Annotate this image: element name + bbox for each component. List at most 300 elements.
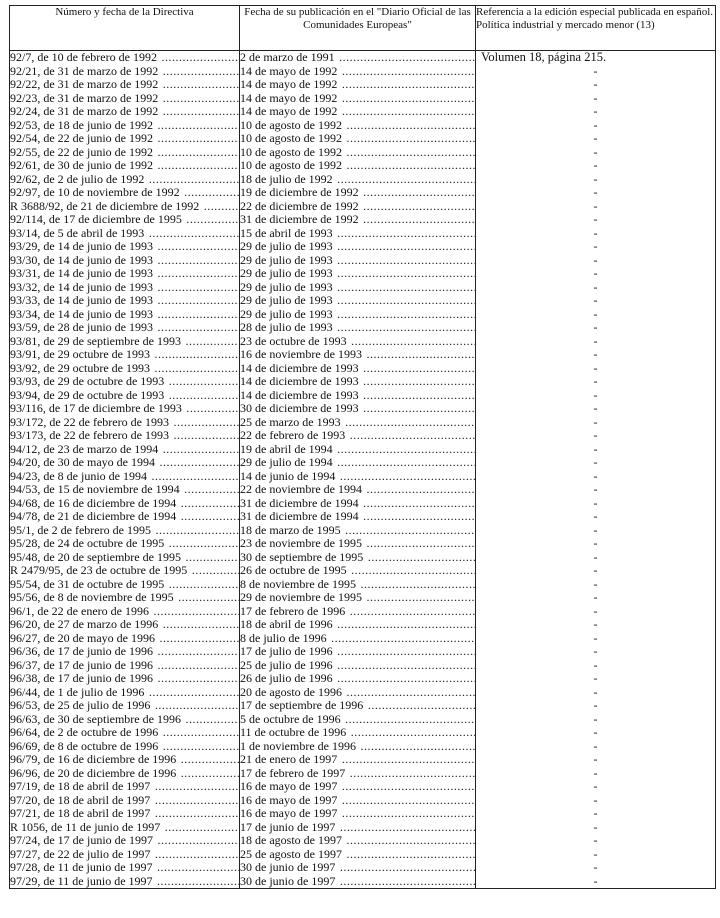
publication-date-cell-text: 11 de octubre de 1996 [240, 726, 347, 739]
directive-cell-text: 92/24, de 31 de marzo de 1992 [10, 105, 159, 118]
table-row [10, 308, 716, 322]
publication-date-cell-text: 10 de agosto de 1992 [240, 132, 342, 145]
directive-cell [10, 429, 240, 443]
publication-date-cell-text: 10 de agosto de 1992 [240, 145, 342, 159]
table-row [10, 821, 716, 835]
reference-cell-text: - [593, 726, 598, 739]
directive-cell-text: 92/21, de 31 de marzo de 1992 [10, 64, 159, 78]
reference-cell [476, 780, 716, 794]
publication-date-cell-text: 16 de noviembre de 1993 [240, 348, 362, 361]
publication-date-cell-text: 10 de agosto de 1992 [240, 159, 342, 172]
reference-cell [476, 281, 716, 295]
publication-date-cell-text: 22 de febrero de 1993 [240, 429, 346, 442]
directive-cell [10, 240, 240, 254]
publication-date-cell-text: 29 de julio de 1993 [240, 307, 333, 321]
publication-date-cell [240, 780, 476, 794]
directive-cell-text: 97/24, de 17 de junio de 1997 [10, 834, 153, 847]
table-row [10, 119, 716, 133]
directive-cell [10, 389, 240, 403]
publication-date-cell-text: 16 de mayo de 1997 [240, 793, 338, 807]
publication-date-cell [240, 686, 476, 700]
table-row [10, 65, 716, 79]
directive-cell [10, 186, 240, 200]
publication-date-cell [240, 470, 476, 484]
table-row [10, 524, 716, 538]
directive-cell [10, 159, 240, 173]
directive-cell-text: 93/59, de 28 de junio de 1993 [10, 321, 153, 334]
reference-cell-text: - [593, 685, 598, 699]
reference-cell-text: - [593, 280, 598, 294]
directive-cell-text: 92/55, de 22 de junio de 1992 [10, 145, 153, 159]
reference-cell [476, 483, 716, 497]
publication-date-cell-text: 30 de septiembre de 1995 [240, 550, 364, 564]
reference-cell-text: - [593, 753, 598, 766]
table-row [10, 834, 716, 848]
publication-date-cell-text: 31 de diciembre de 1992 [240, 213, 359, 226]
directive-cell [10, 200, 240, 214]
directive-cell-text: 92/7, de 10 de febrero de 1992 [10, 50, 157, 64]
directive-cell-text: 93/81, de 29 de septiembre de 1993 [10, 334, 181, 348]
publication-date-cell-text: 28 de julio de 1993 [240, 321, 333, 334]
reference-cell-text: - [593, 429, 598, 442]
reference-cell-text: - [593, 91, 598, 105]
directive-cell [10, 767, 240, 781]
reference-cell-text: - [593, 361, 598, 375]
reference-cell [476, 848, 716, 862]
directive-cell [10, 483, 240, 497]
reference-cell-text: - [593, 226, 598, 240]
publication-date-cell-text: 14 de mayo de 1992 [240, 64, 338, 78]
table-row [10, 294, 716, 308]
publication-date-cell [240, 240, 476, 254]
publication-date-cell [240, 483, 476, 497]
directive-cell-text: 97/29, de 11 de junio de 1997 [10, 874, 153, 888]
publication-date-cell [240, 821, 476, 835]
directive-cell [10, 416, 240, 430]
reference-cell [476, 456, 716, 470]
publication-date-cell-text: 2 de marzo de 1991 [240, 50, 335, 64]
table-row [10, 186, 716, 200]
publication-date-cell [240, 524, 476, 538]
table-row [10, 861, 716, 875]
table-row [10, 321, 716, 335]
directive-cell-text: 96/20, de 27 de marzo de 1996 [10, 618, 159, 631]
publication-date-cell-text: 16 de mayo de 1997 [240, 780, 338, 793]
reference-cell [476, 119, 716, 133]
directive-cell [10, 308, 240, 322]
directive-cell-text: 93/173, de 22 de febrero de 1993 [10, 429, 169, 442]
table-row [10, 443, 716, 457]
directive-cell-text: 96/27, de 20 de mayo de 1996 [10, 631, 155, 645]
directive-cell-text: 96/69, de 8 de octubre de 1996 [10, 739, 159, 753]
publication-date-cell-text: 5 de octubre de 1996 [240, 712, 341, 726]
publication-date-cell [240, 591, 476, 605]
table-row [10, 240, 716, 254]
directive-cell-text: 96/37, de 17 de junio de 1996 [10, 658, 153, 672]
publication-date-cell [240, 456, 476, 470]
table-row [10, 281, 716, 295]
reference-cell-text: - [593, 523, 598, 537]
header-special-edition-reference: Referencia a la edición especial publicada en español. Política industrial y mercado menor (13) [476, 6, 716, 51]
table-row [10, 132, 716, 146]
reference-cell [476, 767, 716, 781]
publication-date-cell-text: 14 de mayo de 1992 [240, 78, 338, 91]
directive-cell [10, 780, 240, 794]
directive-cell-text: R 2479/95, de 23 de octubre de 1995 [10, 564, 188, 577]
publication-date-cell-text: 14 de junio de 1994 [240, 469, 336, 483]
publication-date-cell [240, 416, 476, 430]
publication-date-cell [240, 497, 476, 511]
directive-cell-text: 92/54, de 22 de junio de 1992 [10, 132, 153, 145]
reference-cell [476, 618, 716, 632]
table-row [10, 402, 716, 416]
directive-cell [10, 726, 240, 740]
reference-cell-text: - [593, 645, 598, 658]
reference-cell [476, 861, 716, 875]
reference-cell [476, 659, 716, 673]
reference-cell [476, 159, 716, 173]
reference-cell-text: - [593, 199, 598, 213]
publication-date-cell-text: 29 de julio de 1994 [240, 456, 333, 469]
publication-date-cell-text: 25 de marzo de 1993 [240, 415, 341, 429]
publication-date-cell-text: 17 de julio de 1996 [240, 645, 333, 658]
publication-date-cell [240, 186, 476, 200]
table-body [10, 51, 716, 889]
reference-cell-text: - [593, 658, 598, 672]
reference-cell [476, 497, 716, 511]
reference-cell-text: - [593, 159, 598, 172]
reference-cell [476, 605, 716, 619]
directive-cell [10, 362, 240, 376]
reference-cell-text: - [593, 145, 598, 159]
directive-cell [10, 645, 240, 659]
directive-cell-text: 93/116, de 17 de diciembre de 1993 [10, 402, 182, 415]
table-row [10, 726, 716, 740]
table-row [10, 159, 716, 173]
reference-cell [476, 821, 716, 835]
reference-cell-text: - [593, 402, 598, 415]
directive-cell [10, 794, 240, 808]
publication-date-cell-text: 31 de diciembre de 1994 [240, 510, 359, 523]
reference-cell-text: - [593, 240, 598, 253]
reference-cell-text: Volumen 18, página 215. [481, 50, 607, 64]
directive-cell [10, 551, 240, 565]
reference-cell [476, 524, 716, 538]
reference-cell-text: - [593, 132, 598, 145]
directive-cell [10, 537, 240, 551]
publication-date-cell-text: 17 de febrero de 1997 [240, 766, 346, 780]
directive-cell-text: 96/1, de 22 de enero de 1996 [10, 604, 149, 618]
table-row [10, 875, 716, 889]
reference-cell [476, 294, 716, 308]
reference-cell-text: - [593, 64, 598, 78]
publication-date-cell-text: 17 de junio de 1997 [240, 820, 336, 834]
publication-date-cell-text: 29 de julio de 1993 [240, 267, 333, 280]
reference-cell-text: - [593, 118, 598, 132]
table-row [10, 578, 716, 592]
directive-cell [10, 443, 240, 457]
directive-cell-text: 97/28, de 11 de junio de 1997 [10, 861, 153, 874]
table-row [10, 794, 716, 808]
table-row [10, 807, 716, 821]
publication-date-cell [240, 726, 476, 740]
reference-cell-text: - [593, 334, 598, 348]
reference-cell-text: - [593, 834, 598, 847]
reference-cell [476, 335, 716, 349]
table-row [10, 429, 716, 443]
publication-date-cell-text: 22 de diciembre de 1992 [240, 199, 359, 213]
reference-cell-text: - [593, 213, 598, 226]
reference-cell-text: - [593, 469, 598, 483]
reference-cell-text: - [593, 807, 598, 820]
publication-date-cell-text: 29 de noviembre de 1995 [240, 591, 362, 604]
publication-date-cell-text: 29 de julio de 1993 [240, 294, 333, 307]
publication-date-cell [240, 92, 476, 106]
reference-cell-text: - [593, 483, 598, 496]
table-row [10, 348, 716, 362]
publication-date-cell [240, 740, 476, 754]
publication-date-cell [240, 429, 476, 443]
reference-cell [476, 699, 716, 713]
reference-cell [476, 308, 716, 322]
reference-cell-text: - [593, 186, 598, 199]
publication-date-cell-text: 29 de julio de 1993 [240, 240, 333, 253]
table-header [10, 6, 716, 51]
directive-cell-text: 92/61, de 30 de junio de 1992 [10, 159, 153, 172]
directive-cell [10, 834, 240, 848]
reference-cell-text: - [593, 496, 598, 510]
reference-cell [476, 213, 716, 227]
publication-date-cell [240, 362, 476, 376]
reference-cell-text: - [593, 861, 598, 874]
directive-cell [10, 173, 240, 187]
directive-cell [10, 132, 240, 146]
publication-date-cell-text: 14 de diciembre de 1993 [240, 375, 359, 388]
reference-cell [476, 470, 716, 484]
directive-cell-text: 96/64, de 2 de octubre de 1996 [10, 726, 159, 739]
directive-cell [10, 105, 240, 119]
publication-date-cell-text: 8 de noviembre de 1995 [240, 577, 356, 591]
reference-cell [476, 740, 716, 754]
publication-date-cell [240, 294, 476, 308]
directive-cell-text: 93/34, de 14 de junio de 1993 [10, 307, 153, 321]
publication-date-cell [240, 618, 476, 632]
directive-cell-text: 93/32, de 14 de junio de 1993 [10, 280, 153, 294]
directive-cell [10, 119, 240, 133]
publication-date-cell-text: 31 de diciembre de 1994 [240, 496, 359, 510]
table-row [10, 551, 716, 565]
reference-cell-text: - [593, 780, 598, 793]
reference-cell [476, 375, 716, 389]
reference-cell-text: - [593, 577, 598, 591]
directive-cell-text: 94/12, de 23 de marzo de 1994 [10, 442, 159, 456]
directive-cell [10, 78, 240, 92]
publication-date-cell [240, 335, 476, 349]
reference-cell-text: - [593, 604, 598, 618]
publication-date-cell [240, 51, 476, 65]
reference-cell-text: - [593, 618, 598, 631]
publication-date-cell-text: 10 de agosto de 1992 [240, 118, 342, 132]
directive-cell [10, 861, 240, 875]
directive-cell [10, 713, 240, 727]
reference-cell-text: - [593, 591, 598, 604]
directive-cell [10, 51, 240, 65]
directive-cell [10, 146, 240, 160]
publication-date-cell [240, 308, 476, 322]
table-row [10, 510, 716, 524]
publication-date-cell-text: 21 de enero de 1997 [240, 753, 338, 766]
reference-cell [476, 173, 716, 187]
directive-cell-text: 97/19, de 18 de abril de 1997 [10, 780, 151, 793]
directive-cell-text: 96/53, de 25 de julio de 1996 [10, 699, 151, 712]
directive-cell-text: 97/21, de 18 de abril de 1997 [10, 807, 151, 820]
reference-cell-text: - [593, 793, 598, 807]
reference-cell-text: - [593, 564, 598, 577]
publication-date-cell-text: 14 de mayo de 1992 [240, 105, 338, 118]
directive-cell [10, 321, 240, 335]
table-row [10, 537, 716, 551]
publication-date-cell [240, 861, 476, 875]
directive-cell [10, 65, 240, 79]
reference-cell [476, 78, 716, 92]
directive-cell-text: 94/20, de 30 de mayo de 1994 [10, 456, 155, 469]
directive-cell-text: 94/68, de 16 de diciembre de 1994 [10, 496, 177, 510]
directive-cell [10, 699, 240, 713]
reference-cell-text: - [593, 267, 598, 280]
reference-cell-text: - [593, 294, 598, 307]
directive-cell-text: 93/29, de 14 de junio de 1993 [10, 240, 153, 253]
publication-date-cell [240, 834, 476, 848]
reference-cell [476, 402, 716, 416]
reference-cell-text: - [593, 253, 598, 267]
table-row [10, 254, 716, 268]
reference-cell [476, 267, 716, 281]
reference-cell [476, 105, 716, 119]
header-publication-date: Fecha de su publicación en el "Diario Oficial de las Comunidades Europeas" [240, 6, 476, 51]
reference-cell [476, 227, 716, 241]
reference-cell [476, 591, 716, 605]
directive-cell [10, 659, 240, 673]
directive-cell [10, 254, 240, 268]
directive-cell-text: 95/56, de 8 de noviembre de 1995 [10, 591, 174, 604]
reference-cell-text: - [593, 78, 598, 91]
publication-date-cell [240, 159, 476, 173]
reference-cell-text: - [593, 415, 598, 429]
directive-cell [10, 591, 240, 605]
reference-cell-text: - [593, 739, 598, 753]
publication-date-cell-text: 23 de octubre de 1993 [240, 334, 347, 348]
reference-cell-text: - [593, 631, 598, 645]
directive-cell [10, 753, 240, 767]
publication-date-cell [240, 213, 476, 227]
table-row [10, 375, 716, 389]
reference-cell [476, 362, 716, 376]
reference-cell [476, 51, 716, 65]
directive-cell-text: 93/30, de 14 de junio de 1993 [10, 253, 153, 267]
publication-date-cell-text: 26 de octubre de 1995 [240, 564, 347, 577]
table-row [10, 767, 716, 781]
table-row [10, 753, 716, 767]
reference-cell [476, 551, 716, 565]
directive-cell-text: 92/22, de 31 de marzo de 1992 [10, 78, 159, 91]
reference-cell-text: - [593, 321, 598, 334]
directive-cell [10, 510, 240, 524]
reference-cell [476, 416, 716, 430]
publication-date-cell-text: 30 de diciembre de 1993 [240, 402, 359, 415]
reference-cell [476, 713, 716, 727]
directive-cell [10, 335, 240, 349]
reference-cell [476, 834, 716, 848]
publication-date-cell-text: 25 de julio de 1996 [240, 658, 333, 672]
table-row [10, 51, 716, 65]
directive-cell-text: 97/27, de 22 de julio de 1997 [10, 847, 151, 861]
publication-date-cell [240, 551, 476, 565]
directive-cell-text: 92/62, de 2 de julio de 1992 [10, 172, 145, 186]
table-row [10, 483, 716, 497]
publication-date-cell [240, 645, 476, 659]
directive-cell [10, 213, 240, 227]
directive-cell-text: 93/14, de 5 de abril de 1993 [10, 226, 145, 240]
directive-cell [10, 632, 240, 646]
table-row [10, 105, 716, 119]
publication-date-cell-text: 19 de abril de 1994 [240, 442, 333, 456]
reference-cell [476, 726, 716, 740]
directive-cell-text: 93/91, de 29 octubre de 1993 [10, 348, 150, 361]
directive-cell [10, 267, 240, 281]
reference-cell-text: - [593, 537, 598, 550]
publication-date-cell-text: 17 de septiembre de 1996 [240, 699, 364, 712]
table-row [10, 686, 716, 700]
directive-cell [10, 564, 240, 578]
table-row [10, 780, 716, 794]
directive-cell-text: 96/38, de 17 de junio de 1996 [10, 672, 153, 685]
table-row [10, 200, 716, 214]
directive-cell-text: 93/172, de 22 de febrero de 1993 [10, 415, 169, 429]
reference-cell [476, 429, 716, 443]
table-row [10, 699, 716, 713]
reference-cell [476, 672, 716, 686]
publication-date-cell [240, 78, 476, 92]
publication-date-cell [240, 632, 476, 646]
publication-date-cell [240, 578, 476, 592]
directive-cell-text: R 1056, de 11 de junio de 1997 [10, 820, 161, 834]
publication-date-cell [240, 753, 476, 767]
directive-cell [10, 618, 240, 632]
directive-cell-text: 96/96, de 20 de diciembre de 1996 [10, 766, 177, 780]
publication-date-cell [240, 875, 476, 889]
reference-cell-text: - [593, 442, 598, 456]
publication-date-cell-text: 18 de marzo de 1995 [240, 523, 341, 537]
reference-cell [476, 632, 716, 646]
reference-cell [476, 146, 716, 160]
publication-date-cell-text: 29 de julio de 1993 [240, 280, 333, 294]
directive-cell-text: 96/63, de 30 de septiembre de 1996 [10, 712, 181, 726]
reference-cell [476, 645, 716, 659]
directive-cell-text: 93/31, de 14 de junio de 1993 [10, 267, 153, 280]
reference-cell [476, 510, 716, 524]
publication-date-cell [240, 348, 476, 362]
publication-date-cell [240, 807, 476, 821]
directive-cell [10, 402, 240, 416]
directive-cell-text: 94/78, de 21 de diciembre de 1994 [10, 510, 177, 523]
table-row [10, 146, 716, 160]
publication-date-cell-text: 19 de diciembre de 1992 [240, 186, 359, 199]
table-row [10, 92, 716, 106]
directive-cell [10, 375, 240, 389]
reference-cell [476, 443, 716, 457]
directive-cell-text: 95/54, de 31 de octubre de 1995 [10, 577, 165, 591]
reference-cell-text: - [593, 348, 598, 361]
